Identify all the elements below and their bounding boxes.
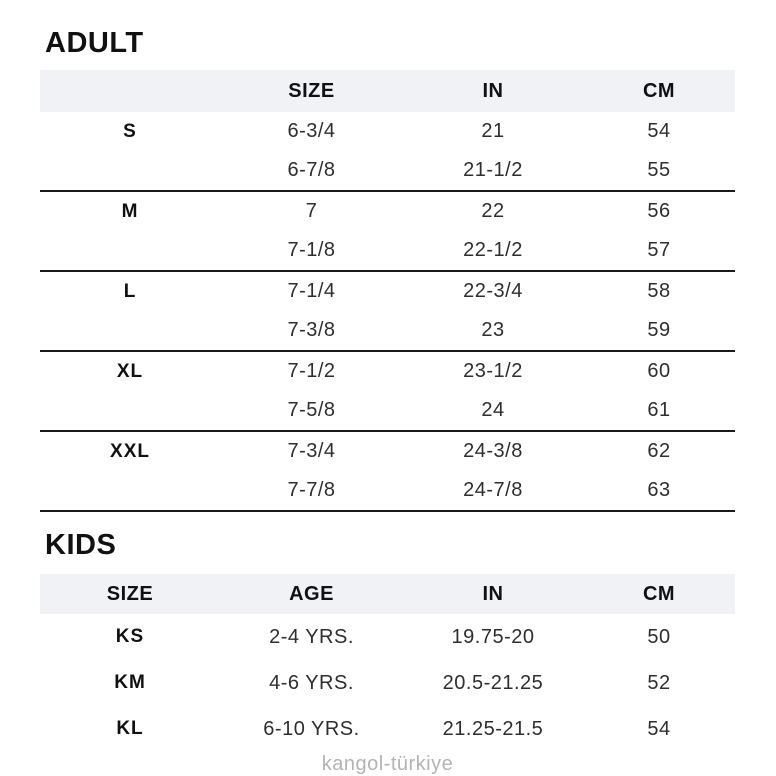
in-cell: 23: [481, 319, 505, 341]
cm-cell: 52: [647, 671, 671, 694]
in-cell: 21.25-21.5: [442, 717, 544, 740]
adult-size-table: [40, 70, 735, 512]
size-cell: 7-5/8: [287, 399, 336, 421]
cm-cell: 58: [647, 280, 671, 302]
kids-column-header-cm: CM: [642, 582, 676, 605]
size-label-cell: M: [121, 200, 139, 222]
in-cell: 22-3/4: [463, 280, 523, 302]
kids-size-table: [40, 574, 735, 752]
size-cell: 7-3/8: [287, 319, 336, 341]
size-group-l: [40, 272, 735, 352]
size-group-xxl: [40, 432, 735, 512]
kids-header-row: [40, 574, 735, 614]
cm-cell: 63: [647, 479, 671, 501]
table-row: [40, 311, 735, 350]
adult-column-header-cm: CM: [642, 79, 676, 102]
kids-section-heading: KIDS: [45, 529, 117, 561]
in-cell: 20.5-21.25: [442, 671, 544, 694]
age-cell: 2-4 YRS.: [269, 625, 354, 648]
kids-column-header-age: AGE: [289, 582, 334, 605]
table-row: [40, 112, 735, 151]
in-cell: 24: [481, 399, 505, 421]
size-group-s: [40, 112, 735, 192]
age-cell: 4-6 YRS.: [269, 671, 354, 694]
size-label-cell: KL: [116, 718, 144, 739]
table-row: [40, 614, 735, 660]
size-cell: 7-1/8: [287, 239, 336, 261]
table-row: [40, 192, 735, 231]
size-cell: 7-7/8: [287, 479, 336, 501]
adult-column-header-in: IN: [482, 79, 504, 102]
size-group-m: [40, 192, 735, 272]
size-label-cell: KS: [115, 626, 145, 647]
table-row: [40, 352, 735, 391]
size-label-cell: XL: [116, 360, 144, 382]
size-cell: 6-3/4: [287, 120, 336, 142]
size-cell: 7-1/4: [287, 280, 336, 302]
cm-cell: 59: [647, 319, 671, 341]
table-row: [40, 471, 735, 510]
table-row: [40, 432, 735, 471]
in-cell: 24-7/8: [463, 479, 523, 501]
cm-cell: 55: [647, 159, 671, 181]
size-label-cell: KM: [114, 672, 146, 693]
size-cell: 7-1/2: [287, 360, 336, 382]
footer-brand-text: kangol-türkiye: [321, 753, 454, 775]
cm-cell: 62: [647, 440, 671, 462]
adult-column-header-size: SIZE: [288, 79, 335, 102]
in-cell: 22: [481, 200, 505, 222]
adult-header-row: [40, 70, 735, 112]
cm-cell: 54: [647, 120, 671, 142]
in-cell: 23-1/2: [463, 360, 523, 382]
size-group-xl: [40, 352, 735, 432]
table-row: [40, 231, 735, 270]
in-cell: 19.75-20: [451, 625, 535, 648]
cm-cell: 50: [647, 625, 671, 648]
table-row: [40, 660, 735, 706]
in-cell: 22-1/2: [463, 239, 523, 261]
in-cell: 21-1/2: [463, 159, 523, 181]
table-row: [40, 151, 735, 190]
table-row: [40, 706, 735, 752]
kids-column-header-in: IN: [482, 582, 504, 605]
kids-column-header-size: SIZE: [106, 582, 154, 605]
in-cell: 24-3/8: [463, 440, 523, 462]
adult-section-heading: ADULT: [45, 27, 144, 59]
age-cell: 6-10 YRS.: [263, 717, 360, 740]
size-label-cell: L: [123, 280, 137, 302]
size-cell: 6-7/8: [287, 159, 336, 181]
size-cell: 7: [305, 200, 318, 222]
size-cell: 7-3/4: [287, 440, 336, 462]
table-row: [40, 391, 735, 430]
cm-cell: 54: [647, 717, 671, 740]
table-row: [40, 272, 735, 311]
size-label-cell: S: [123, 120, 137, 142]
size-label-cell: XXL: [110, 440, 150, 462]
cm-cell: 56: [647, 200, 671, 222]
cm-cell: 60: [647, 360, 671, 382]
in-cell: 21: [481, 120, 505, 142]
cm-cell: 57: [647, 239, 671, 261]
cm-cell: 61: [647, 399, 671, 421]
